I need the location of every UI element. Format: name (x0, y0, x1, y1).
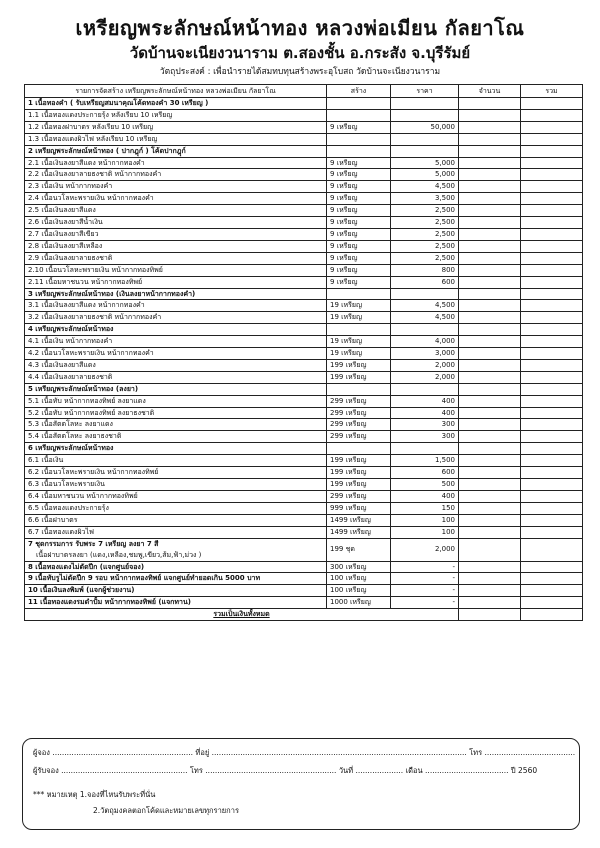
item-total-cell[interactable] (521, 443, 583, 455)
item-made: 9 เหรียญ (327, 157, 391, 169)
item-made: 9 เหรียญ (327, 228, 391, 240)
item-price (391, 288, 459, 300)
table-row (25, 359, 583, 371)
item-label: 2.8 เนื้อเงินลงยาสีเหลือง (25, 240, 327, 252)
item-price: 2,000 (391, 538, 459, 561)
item-label: 2.1 เนื้อเงินลงยาสีแดง หน้ากากทองคำ (25, 157, 327, 169)
item-price: 3,500 (391, 193, 459, 205)
item-quantity-cell[interactable] (459, 121, 521, 133)
address-field[interactable]: ........................................................................................................... (211, 748, 467, 757)
item-quantity-cell[interactable] (459, 181, 521, 193)
item-label: 2.4 เนื้อนวโลหะพรายเงิน หน้ากากทองคำ (25, 193, 327, 205)
item-total-cell[interactable] (521, 371, 583, 383)
year-label: ปี 2560 (510, 766, 538, 775)
item-label: 4.1 เนื้อเงิน หน้ากากทองคำ (25, 336, 327, 348)
item-total-cell[interactable] (521, 288, 583, 300)
item-made: 19 เหรียญ (327, 336, 391, 348)
item-made: 299 เหรียญ (327, 431, 391, 443)
header-price: ราคา (391, 85, 459, 98)
item-label: 2.9 เนื้อเงินลงยาลายธงชาติ (25, 252, 327, 264)
item-label: 3.2 เนื้อเงินลงยาลายธงชาติ หน้ากากทองคำ (25, 312, 327, 324)
item-quantity-cell[interactable] (459, 395, 521, 407)
item-made: 19 เหรียญ (327, 312, 391, 324)
order-table (24, 84, 583, 621)
item-made: 100 เหรียญ (327, 573, 391, 585)
item-total-cell[interactable] (521, 205, 583, 217)
table-row (25, 264, 583, 276)
item-made: 19 เหรียญ (327, 300, 391, 312)
item-made (327, 324, 391, 336)
item-label: 6.7 เนื้อทองแดงผิวไฟ (25, 526, 327, 538)
order-form (22, 738, 580, 830)
item-label: 5.1 เนื้อทับ หน้ากากทองทิพย์ ลงยาแดง (25, 395, 327, 407)
item-made: 1000 เหรียญ (327, 597, 391, 609)
item-total-cell[interactable] (521, 538, 583, 561)
item-label: 7 ชุดกรรมการ รับพระ 7 เหรียญ ลงยา 7 สี เนื้อฝาบาตรลงยา (แดง,เหลือง,ชมพู,เขียว,ส้ม,ฟ้า,ม่วง ) (25, 538, 327, 561)
item-price: 800 (391, 264, 459, 276)
item-made: 299 เหรียญ (327, 395, 391, 407)
item-total-cell[interactable] (521, 169, 583, 181)
table-row (25, 252, 583, 264)
header-total: รวม (521, 85, 583, 98)
month-field[interactable]: ................................... (425, 766, 509, 775)
item-label: 8 เนื้อทองแดงไม่ตัดปีก (แจกศูนย์จอง) (25, 561, 327, 573)
item-label: 2.10 เนื้อนวโลหะพรายเงิน หน้ากากทองทิพย์ (25, 264, 327, 276)
item-quantity-cell[interactable] (459, 383, 521, 395)
item-quantity-cell[interactable] (459, 145, 521, 157)
item-total-cell[interactable] (521, 419, 583, 431)
item-total-cell[interactable] (521, 490, 583, 502)
item-total-cell[interactable] (521, 264, 583, 276)
item-total-cell[interactable] (521, 561, 583, 573)
item-price: - (391, 561, 459, 573)
item-made: 9 เหรียญ (327, 193, 391, 205)
item-quantity-cell[interactable] (459, 228, 521, 240)
receiver-label: ผู้รับจอง (33, 766, 59, 775)
table-row (25, 169, 583, 181)
item-price (391, 383, 459, 395)
item-price: 2,000 (391, 371, 459, 383)
item-quantity-cell[interactable] (459, 98, 521, 110)
item-total-cell[interactable] (521, 228, 583, 240)
item-label: 1 เนื้อทองคำ ( รับเหรียญสมนาคุณโค้ดทองคำ 30 เหรียญ ) (25, 98, 327, 110)
item-price (391, 133, 459, 145)
table-row (25, 205, 583, 217)
item-made (327, 98, 391, 110)
item-total-cell[interactable] (521, 193, 583, 205)
item-price: 4,500 (391, 300, 459, 312)
item-price: 400 (391, 407, 459, 419)
subtitle: วัดบ้านจะเนียงวนาราม ต.สองชั้น อ.กระสัง จ.บุรีรัมย์ (129, 44, 471, 62)
item-made: 9 เหรียญ (327, 169, 391, 181)
total-quantity-cell[interactable] (459, 609, 521, 621)
item-quantity-cell[interactable] (459, 538, 521, 561)
item-total-cell[interactable] (521, 359, 583, 371)
item-price: 500 (391, 479, 459, 491)
table-row (25, 467, 583, 479)
total-row (25, 609, 583, 621)
table-row (25, 193, 583, 205)
item-total-cell[interactable] (521, 585, 583, 597)
title: เหรียญพระลักษณ์หน้าทอง หลวงพ่อเมียน กัลยาโณ (75, 16, 525, 40)
receiver-field[interactable]: ..................................................... (61, 766, 188, 775)
item-price: 400 (391, 490, 459, 502)
item-total-cell[interactable] (521, 348, 583, 360)
item-quantity-cell[interactable] (459, 276, 521, 288)
item-price: 4,000 (391, 336, 459, 348)
table-row (25, 419, 583, 431)
item-price (391, 324, 459, 336)
table-row (25, 276, 583, 288)
item-label: 5 เหรียญพระลักษณ์หน้าทอง (ลงยา) (25, 383, 327, 395)
item-label: 4.2 เนื้อนวโลหะพรายเงิน หน้ากากทองคำ (25, 348, 327, 360)
item-quantity-cell[interactable] (459, 217, 521, 229)
item-quantity-cell[interactable] (459, 348, 521, 360)
item-total-cell[interactable] (521, 181, 583, 193)
item-label: 9 เนื้อทับรูไม่ตัดปีก 9 รอบ หน้ากากทองทิพย์ แจกศูนย์ทำยอดเกิน 5000 บาท (25, 573, 327, 585)
item-label: 2 เหรียญพระลักษณ์หน้าทอง ( ปากฎุก์ ) โค้ดปากฎุก์ (25, 145, 327, 157)
item-quantity-cell[interactable] (459, 336, 521, 348)
item-quantity-cell[interactable] (459, 371, 521, 383)
form-row-receiver (33, 765, 569, 777)
item-label: 5.2 เนื้อทับ หน้ากากทองทิพย์ ลงยาธงชาติ (25, 407, 327, 419)
item-label: 1.1 เนื้อทองแดงประกายรุ้ง หลังเรียบ 10 เหรียญ (25, 109, 327, 121)
item-quantity-cell[interactable] (459, 193, 521, 205)
table-row (25, 288, 583, 300)
item-label: 1.3 เนื้อทองแดงผิวไฟ หลังเรียบ 10 เหรียญ (25, 133, 327, 145)
item-label: 2.11 เนื้อมหาชนวน หน้ากากทองทิพย์ (25, 276, 327, 288)
table-header-row (25, 85, 583, 98)
item-total-cell[interactable] (521, 109, 583, 121)
item-label: 2.6 เนื้อเงินลงยาสีน้ำเงิน (25, 217, 327, 229)
item-price: 300 (391, 419, 459, 431)
item-made: 9 เหรียญ (327, 217, 391, 229)
item-made: 9 เหรียญ (327, 121, 391, 133)
form-row-booker (33, 747, 576, 759)
item-made (327, 288, 391, 300)
item-label: 6 เหรียญพระลักษณ์หน้าทอง (25, 443, 327, 455)
item-made: 9 เหรียญ (327, 240, 391, 252)
item-quantity-cell[interactable] (459, 133, 521, 145)
purpose-line: วัตถุประสงค์ : เพื่อนำรายได้สมทบทุนสร้างพระอุโบสถ วัดบ้านจะเนียงวนาราม (159, 67, 441, 77)
item-quantity-cell[interactable] (459, 467, 521, 479)
booker-field[interactable]: ........................................................... (52, 748, 194, 757)
item-total-cell[interactable] (521, 407, 583, 419)
item-total-cell[interactable] (521, 121, 583, 133)
note-2: 2.วัตถุมงคลตอกโค้ดและหมายเลขทุกรายการ (93, 806, 239, 815)
item-price (391, 443, 459, 455)
item-price: 2,500 (391, 228, 459, 240)
table-row (25, 240, 583, 252)
table-row (25, 490, 583, 502)
item-made: 9 เหรียญ (327, 252, 391, 264)
item-price: 2,000 (391, 359, 459, 371)
item-total-cell[interactable] (521, 133, 583, 145)
item-price: 2,500 (391, 240, 459, 252)
item-label: 6.1 เนื้อเงิน (25, 455, 327, 467)
table-row (25, 109, 583, 121)
table-row (25, 157, 583, 169)
item-price: - (391, 573, 459, 585)
item-quantity-cell[interactable] (459, 312, 521, 324)
booker-label: ผู้จอง (33, 748, 50, 757)
item-label: 5.3 เนื้อสัตตโลหะ ลงยาแดง (25, 419, 327, 431)
item-total-cell[interactable] (521, 336, 583, 348)
item-total-cell[interactable] (521, 217, 583, 229)
item-made (327, 443, 391, 455)
item-made (327, 109, 391, 121)
table-row (25, 585, 583, 597)
item-price: 4,500 (391, 312, 459, 324)
item-total-cell[interactable] (521, 455, 583, 467)
item-total-cell[interactable] (521, 502, 583, 514)
item-quantity-cell[interactable] (459, 359, 521, 371)
item-quantity-cell[interactable] (459, 443, 521, 455)
item-quantity-cell[interactable] (459, 324, 521, 336)
item-label: 2.5 เนื้อเงินลงยาสีแดง (25, 205, 327, 217)
table-row (25, 121, 583, 133)
item-total-cell[interactable] (521, 276, 583, 288)
item-quantity-cell[interactable] (459, 300, 521, 312)
item-label: 2.7 เนื้อเงินลงยาสีเขียว (25, 228, 327, 240)
item-label: 6.6 เนื้อฝาบาตร (25, 514, 327, 526)
table-row (25, 336, 583, 348)
item-quantity-cell[interactable] (459, 288, 521, 300)
item-total-cell[interactable] (521, 431, 583, 443)
item-quantity-cell[interactable] (459, 264, 521, 276)
table-row (25, 133, 583, 145)
item-total-cell[interactable] (521, 252, 583, 264)
table-row (25, 455, 583, 467)
item-price: 100 (391, 514, 459, 526)
item-label: 4.3 เนื้อเงินลงยาสีแดง (25, 359, 327, 371)
item-quantity-cell[interactable] (459, 479, 521, 491)
item-label: 3 เหรียญพระลักษณ์หน้าทอง (เงินลงยาหน้ากากทองคำ) (25, 288, 327, 300)
table-row (25, 98, 583, 110)
table-row (25, 348, 583, 360)
item-made (327, 145, 391, 157)
item-quantity-cell[interactable] (459, 419, 521, 431)
item-total-cell[interactable] (521, 467, 583, 479)
item-price: - (391, 585, 459, 597)
item-total-cell[interactable] (521, 324, 583, 336)
table-row (25, 597, 583, 609)
note-1: *** หมายเหตุ 1.จองที่ไหนรับพระที่นั่น (33, 790, 156, 799)
item-made: 19 เหรียญ (327, 348, 391, 360)
item-made: 299 เหรียญ (327, 419, 391, 431)
item-label: 1.2 เนื้อทองฝาบาตร หลังเรียบ 10 เหรียญ (25, 121, 327, 133)
item-quantity-cell[interactable] (459, 514, 521, 526)
total-label: รวมเป็นเงินทั้งหมด (25, 609, 459, 621)
item-label: 10 เนื้อเงินลงพิมพ์ (แจกผู้ช่วยงาน) (25, 585, 327, 597)
header-quantity: จำนวน (459, 85, 521, 98)
item-made: 9 เหรียญ (327, 276, 391, 288)
item-made: 199 เหรียญ (327, 455, 391, 467)
item-total-cell[interactable] (521, 145, 583, 157)
item-price: 600 (391, 467, 459, 479)
item-price (391, 145, 459, 157)
header-item: รายการจัดสร้าง เหรียญพระลักษณ์หน้าทอง หลวงพ่อเมียน กัลยาโณ (25, 85, 327, 98)
item-price: 400 (391, 395, 459, 407)
item-made: 299 เหรียญ (327, 490, 391, 502)
item-price (391, 98, 459, 110)
item-price: 2,500 (391, 217, 459, 229)
table-row (25, 573, 583, 585)
item-quantity-cell[interactable] (459, 561, 521, 573)
table-row (25, 526, 583, 538)
table-row (25, 228, 583, 240)
item-made: 199 ชุด (327, 538, 391, 561)
item-label: 5.4 เนื้อสัตตโลหะ ลงยาธงชาติ (25, 431, 327, 443)
date-field[interactable]: .................... (355, 766, 404, 775)
table-row (25, 443, 583, 455)
item-label: 3.1 เนื้อเงินลงยาสีแดง หน้ากากทองคำ (25, 300, 327, 312)
item-price: 600 (391, 276, 459, 288)
item-label: 4 เหรียญพระลักษณ์หน้าทอง (25, 324, 327, 336)
item-made: 300 เหรียญ (327, 561, 391, 573)
item-quantity-cell[interactable] (459, 240, 521, 252)
item-quantity-cell[interactable] (459, 205, 521, 217)
table-row (25, 383, 583, 395)
table-row (25, 431, 583, 443)
item-quantity-cell[interactable] (459, 407, 521, 419)
item-price: 5,000 (391, 169, 459, 181)
table-row (25, 217, 583, 229)
item-total-cell[interactable] (521, 312, 583, 324)
item-price: 5,000 (391, 157, 459, 169)
item-made: 100 เหรียญ (327, 585, 391, 597)
item-made: 999 เหรียญ (327, 502, 391, 514)
item-quantity-cell[interactable] (459, 455, 521, 467)
date-label: วันที่ (338, 766, 354, 775)
item-made (327, 133, 391, 145)
item-made: 199 เหรียญ (327, 479, 391, 491)
item-total-cell[interactable] (521, 395, 583, 407)
table-row (25, 514, 583, 526)
table-row (25, 407, 583, 419)
item-made: 199 เหรียญ (327, 371, 391, 383)
table-row (25, 395, 583, 407)
item-total-cell[interactable] (521, 597, 583, 609)
item-quantity-cell[interactable] (459, 526, 521, 538)
item-price: 4,500 (391, 181, 459, 193)
phone-label: โทร (469, 748, 483, 757)
item-total-cell[interactable] (521, 383, 583, 395)
table-row (25, 538, 583, 561)
phone-field[interactable]: ...................................... (484, 748, 576, 757)
item-quantity-cell[interactable] (459, 597, 521, 609)
grand-total-cell[interactable] (521, 609, 583, 621)
item-made: 199 เหรียญ (327, 359, 391, 371)
item-price: 2,500 (391, 252, 459, 264)
item-label: 6.4 เนื้อมหาชนวน หน้ากากทองทิพย์ (25, 490, 327, 502)
table-row (25, 145, 583, 157)
item-quantity-cell[interactable] (459, 431, 521, 443)
item-total-cell[interactable] (521, 526, 583, 538)
item-price: 100 (391, 526, 459, 538)
phone2-label: โทร (189, 766, 203, 775)
phone2-field[interactable]: ....................................................... (205, 766, 337, 775)
item-made: 9 เหรียญ (327, 264, 391, 276)
item-total-cell[interactable] (521, 240, 583, 252)
item-price: 1,500 (391, 455, 459, 467)
item-quantity-cell[interactable] (459, 573, 521, 585)
item-label: 6.5 เนื้อทองแดงประกายรุ้ง (25, 502, 327, 514)
item-label: 6.3 เนื้อนวโลหะพรายเงิน (25, 479, 327, 491)
item-price: 50,000 (391, 121, 459, 133)
item-quantity-cell[interactable] (459, 252, 521, 264)
item-made: 299 เหรียญ (327, 407, 391, 419)
item-price: 3,000 (391, 348, 459, 360)
item-quantity-cell[interactable] (459, 585, 521, 597)
item-total-cell[interactable] (521, 300, 583, 312)
item-made: 1499 เหรียญ (327, 514, 391, 526)
item-price: 150 (391, 502, 459, 514)
item-label: 2.3 เนื้อเงิน หน้ากากทองคำ (25, 181, 327, 193)
item-price: - (391, 597, 459, 609)
table-row (25, 502, 583, 514)
item-made: 9 เหรียญ (327, 181, 391, 193)
item-label: 4.4 เนื้อเงินลงยาลายธงชาติ (25, 371, 327, 383)
item-quantity-cell[interactable] (459, 169, 521, 181)
item-quantity-cell[interactable] (459, 490, 521, 502)
item-price (391, 109, 459, 121)
month-label: เดือน (405, 766, 423, 775)
address-label: ที่อยู่ (195, 748, 210, 757)
item-made: 9 เหรียญ (327, 205, 391, 217)
table-row (25, 181, 583, 193)
item-made (327, 383, 391, 395)
item-label: 6.2 เนื้อนวโลหะพรายเงิน หน้ากากทองทิพย์ (25, 467, 327, 479)
item-price: 300 (391, 431, 459, 443)
table-row (25, 324, 583, 336)
item-quantity-cell[interactable] (459, 502, 521, 514)
table-row (25, 479, 583, 491)
item-quantity-cell[interactable] (459, 157, 521, 169)
item-total-cell[interactable] (521, 157, 583, 169)
item-made: 1499 เหรียญ (327, 526, 391, 538)
item-made: 199 เหรียญ (327, 467, 391, 479)
item-total-cell[interactable] (521, 514, 583, 526)
table-row (25, 371, 583, 383)
item-total-cell[interactable] (521, 98, 583, 110)
item-price: 2,500 (391, 205, 459, 217)
item-total-cell[interactable] (521, 573, 583, 585)
item-label: 2.2 เนื้อเงินลงยาลายธงชาติ หน้ากากทองคำ (25, 169, 327, 181)
table-row (25, 300, 583, 312)
item-label: 11 เนื้อทองแดงรมดำปั้ม หน้ากากทองทิพย์ (แจกทาน) (25, 597, 327, 609)
item-quantity-cell[interactable] (459, 109, 521, 121)
header-made: สร้าง (327, 85, 391, 98)
table-row (25, 312, 583, 324)
table-row (25, 561, 583, 573)
item-total-cell[interactable] (521, 479, 583, 491)
